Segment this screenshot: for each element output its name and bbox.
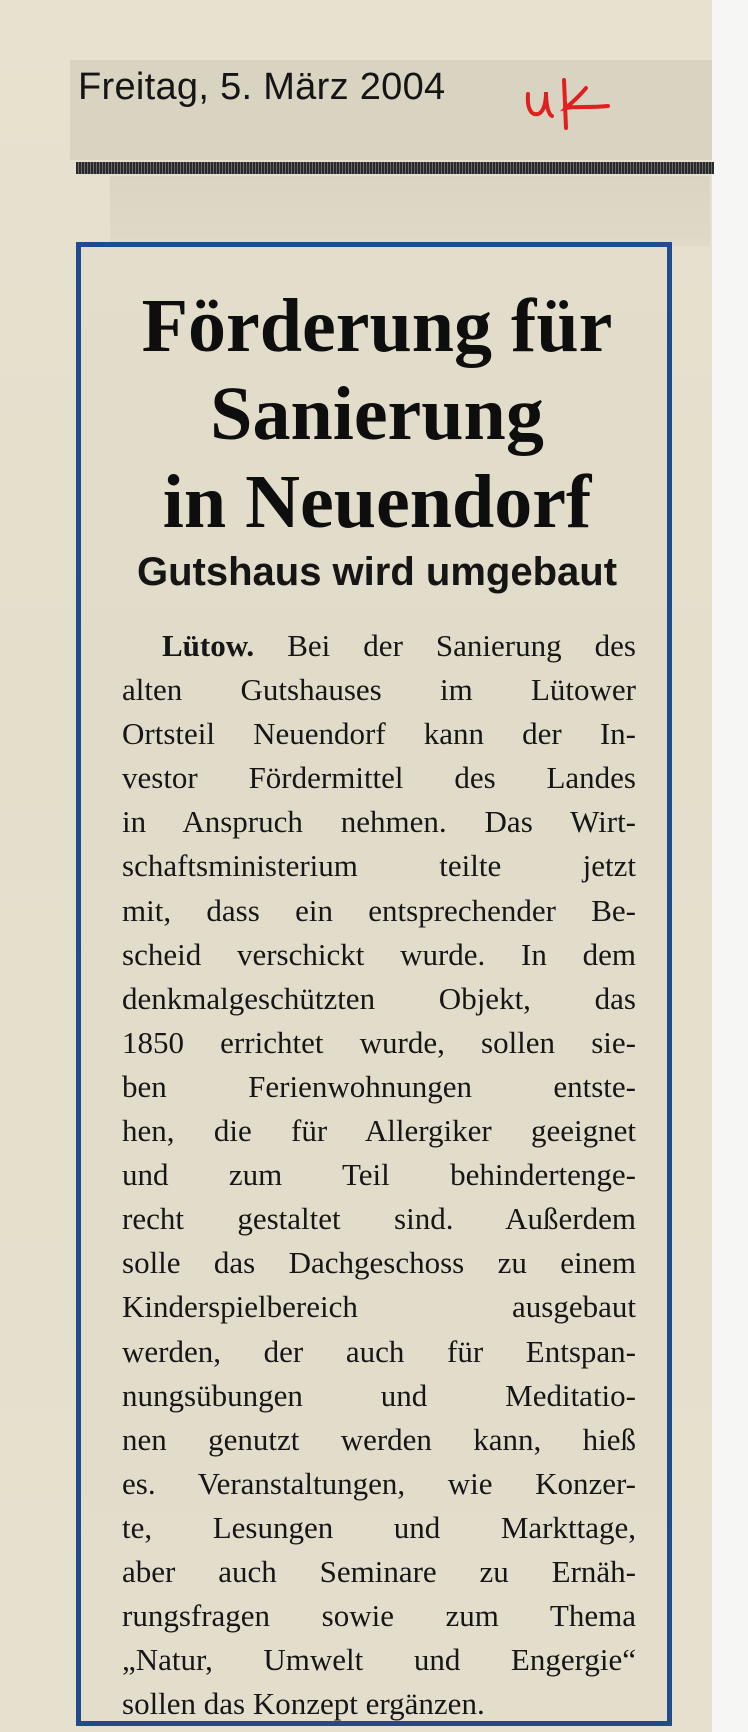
article-body: [122, 624, 636, 1726]
body-line: denkmalgeschützten Objekt, das: [122, 980, 636, 1016]
body-line: scheid verschickt wurde. In dem: [122, 936, 636, 972]
body-line: und zum Teil behindertenge-: [122, 1157, 636, 1193]
headline-line: Sanierung: [210, 372, 544, 456]
body-line: Kinderspielbereich ausgebaut: [122, 1289, 636, 1325]
body-line: rungsfragen sowie zum Thema: [122, 1598, 636, 1634]
body-line: werden, der auch für Entspan-: [122, 1333, 636, 1369]
body-line: alten Gutshauses im Lütower: [122, 672, 636, 708]
scan-margin: [712, 0, 748, 1732]
body-line: Ortsteil Neuendorf kann der In-: [122, 716, 636, 752]
header-rule: [76, 162, 714, 174]
body-line: 1850 errichtet wurde, sollen sie-: [122, 1024, 636, 1060]
body-line: vestor Fördermittel des Landes: [122, 760, 636, 796]
body-line: schaftsministerium teilte jetzt: [122, 848, 636, 884]
body-line: recht gestaltet sind. Außerdem: [122, 1201, 636, 1237]
body-line: nen genutzt werden kann, hieß: [122, 1421, 636, 1457]
body-line: [122, 624, 636, 668]
headline-line: Förderung für: [141, 284, 613, 368]
article-subheadline: Gutshaus wird umgebaut: [136, 550, 618, 594]
body-line: ben Ferienwohnungen entste-: [122, 1068, 636, 1104]
publication-date: Freitag, 5. März 2004: [78, 66, 446, 108]
handwritten-initials: [522, 76, 614, 136]
body-line: mit, dass ein entsprechender Be-: [122, 892, 636, 928]
body-line: te, Lesungen und Markttage,: [122, 1509, 636, 1545]
body-line: aber auch Seminare zu Ernäh-: [122, 1553, 636, 1589]
body-line: in Anspruch nehmen. Das Wirt-: [122, 804, 636, 840]
body-line: „Natur, Umwelt und Engergie“: [122, 1642, 636, 1678]
body-line: nungsübungen und Meditatio-: [122, 1377, 636, 1413]
body-text: Bei der Sanierung des: [287, 628, 636, 663]
body-line: es. Veranstaltungen, wie Konzer-: [122, 1465, 636, 1501]
headline-line: in Neuendorf: [162, 460, 592, 544]
show-through-band: [110, 176, 710, 246]
article-headline: [82, 282, 672, 546]
dateline: Lütow.: [162, 628, 255, 663]
body-line: sollen das Konzept ergänzen.: [122, 1686, 485, 1722]
body-line: hen, die für Allergiker geeignet: [122, 1113, 636, 1149]
body-line: solle das Dachgeschoss zu einem: [122, 1245, 636, 1281]
